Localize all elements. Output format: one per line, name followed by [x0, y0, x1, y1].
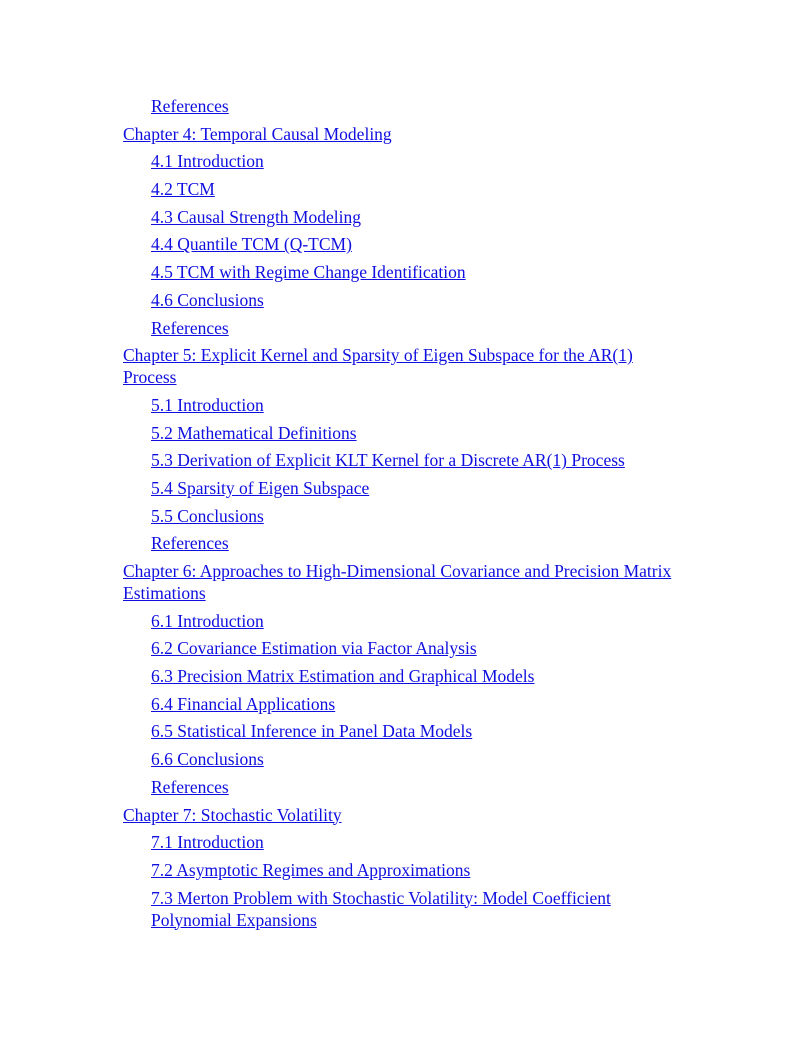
toc-link[interactable]: References — [151, 96, 229, 116]
toc-entry-section — [123, 261, 684, 283]
toc-entry-section — [123, 449, 684, 471]
toc-entry-section — [123, 859, 684, 881]
toc-link[interactable]: References — [151, 533, 229, 554]
toc-entry-section — [123, 776, 684, 798]
toc-link[interactable]: 5.1 Introduction — [151, 394, 264, 415]
toc-entry-chapter — [123, 344, 684, 388]
toc-entry-section — [123, 233, 684, 255]
toc-link[interactable]: Chapter 7: Stochastic Volatility — [123, 804, 342, 825]
toc-link[interactable]: Chapter 6: Approaches to High-Dimensional Covariance and Precision Matrix Estimations — [123, 561, 672, 603]
toc-link[interactable]: 6.4 Financial Applications — [151, 693, 336, 714]
toc-entry-section — [123, 422, 684, 444]
toc-link[interactable]: References — [151, 776, 229, 797]
toc-link[interactable]: 4.4 Quantile TCM (Q-TCM) — [151, 234, 352, 255]
toc-entry-section — [123, 178, 684, 200]
toc-entry-section — [123, 394, 684, 416]
toc-entry-section — [123, 95, 684, 117]
toc-entry-section — [123, 748, 684, 770]
toc-link[interactable]: References — [151, 317, 229, 338]
toc-entry-section — [123, 289, 684, 311]
toc-entry-section — [123, 665, 684, 687]
toc-link[interactable]: Chapter 4: Temporal Causal Modeling — [123, 123, 392, 144]
toc-link[interactable]: 5.4 Sparsity of Eigen Subspace — [151, 477, 370, 498]
toc-entry-section — [123, 532, 684, 554]
toc-entry-section — [123, 831, 684, 853]
toc-entry-chapter — [123, 123, 684, 145]
table-of-contents — [123, 95, 684, 931]
toc-link[interactable]: Chapter 5: Explicit Kernel and Sparsity of Eigen Subspace for the AR(1) Process — [123, 345, 633, 388]
toc-link[interactable]: 6.5 Statistical Inference in Panel Data Models — [151, 721, 473, 742]
toc-entry-section — [123, 637, 684, 659]
toc-entry-section — [123, 887, 684, 931]
toc-entry-section — [123, 610, 684, 632]
toc-link[interactable]: 5.5 Conclusions — [151, 505, 264, 526]
toc-link[interactable]: 4.1 Introduction — [151, 151, 264, 172]
toc-link[interactable]: 7.2 Asymptotic Regimes and Approximations — [151, 859, 471, 880]
toc-link[interactable]: 4.6 Conclusions — [151, 289, 264, 310]
toc-entry-section — [123, 505, 684, 527]
toc-link[interactable]: 7.3 Merton Problem with Stochastic Volatility: Model Coefficient Polynomial Expansions — [151, 887, 611, 930]
toc-link[interactable]: 5.3 Derivation of Explicit KLT Kernel for a Discrete AR(1) Process — [151, 450, 625, 471]
toc-entry-section — [123, 477, 684, 499]
toc-link[interactable]: 6.6 Conclusions — [151, 749, 264, 770]
toc-entry-section — [123, 150, 684, 172]
toc-link[interactable]: 6.1 Introduction — [151, 610, 264, 631]
toc-link[interactable]: 5.2 Mathematical Definitions — [151, 422, 357, 443]
toc-entry-section — [123, 720, 684, 742]
toc-entry-chapter — [123, 560, 684, 604]
toc-link[interactable]: 4.2 TCM — [151, 179, 215, 200]
toc-link[interactable]: 7.1 Introduction — [151, 832, 264, 853]
toc-entry-section — [123, 317, 684, 339]
toc-entry-chapter — [123, 804, 684, 826]
toc-link[interactable]: 6.2 Covariance Estimation via Factor Analysis — [151, 638, 477, 659]
toc-entry-section — [123, 206, 684, 228]
toc-entry-section — [123, 693, 684, 715]
toc-link[interactable]: 6.3 Precision Matrix Estimation and Graphical Models — [151, 666, 535, 687]
toc-link[interactable]: 4.5 TCM with Regime Change Identification — [151, 262, 466, 283]
toc-link[interactable]: 4.3 Causal Strength Modeling — [151, 206, 361, 227]
